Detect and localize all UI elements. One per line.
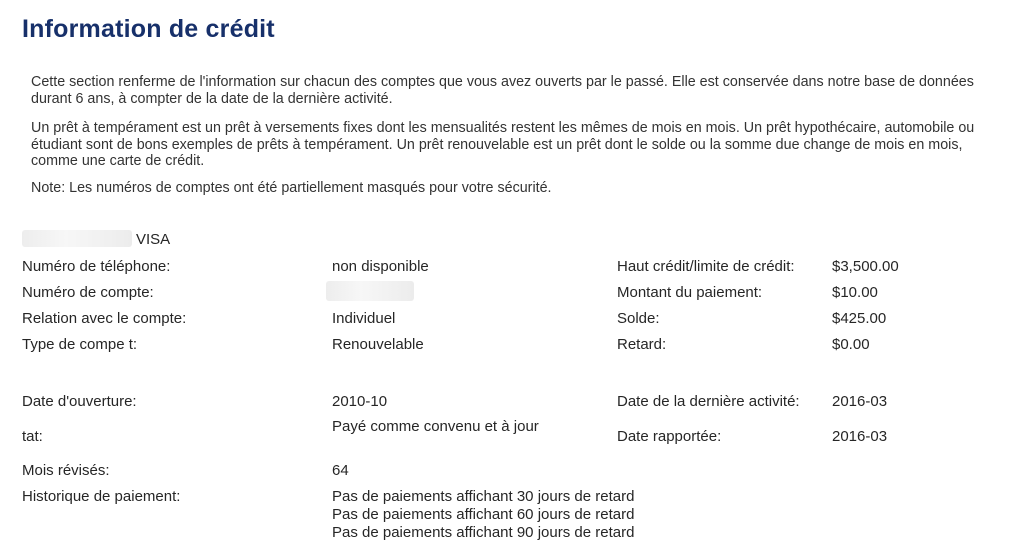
balance-value: $425.00 <box>832 310 887 327</box>
status-label: tat: <box>22 428 43 445</box>
months-reviewed-label: Mois révisés: <box>22 462 110 479</box>
past-due-label: Retard: <box>617 336 667 353</box>
payment-history-list <box>332 488 634 542</box>
reported-date-label: Date rapportée: <box>617 428 722 445</box>
phone-label: Numéro de téléphone: <box>22 258 171 275</box>
past-due-value: $0.00 <box>832 336 870 353</box>
last-activity-label: Date de la dernière activité: <box>617 393 800 410</box>
payment-amount-label: Montant du paiement: <box>617 284 763 301</box>
high-credit-label: Haut crédit/limite de crédit: <box>617 258 795 275</box>
intro-loan-paragraph: Un prêt à tempérament est un prêt à versements fixes dont les mensualités restent les mêmes de mois en mois. Un prêt hypothécaire, automobile ou étudiant sont de bons exemples de prêts à tempérament. Un prêt renouvelable est un prêt dont le solde ou la somme due change de mois en mois, comme une carte de crédit. <box>31 120 975 169</box>
opened-date-value: 2010-10 <box>332 393 388 410</box>
account-type-value: Renouvelable <box>332 336 424 353</box>
page-title: Information de crédit <box>22 15 275 43</box>
last-activity-value: 2016-03 <box>832 393 888 410</box>
payment-history-label: Historique de paiement: <box>22 488 181 505</box>
card-name: VISA <box>136 231 171 248</box>
history-30-days: Pas de paiements affichant 30 jours de retard <box>332 488 635 505</box>
relation-value: Individuel <box>332 310 396 327</box>
intro-paragraph: Cette section renferme de l'information sur chacun des comptes que vous avez ouverts par le passé. Elle est conservée dans notre base de données durant 6 ans, à compter de la date de la dernière activité. <box>31 74 974 107</box>
balance-label: Solde: <box>617 310 660 327</box>
status-value: Payé comme convenu et à jour <box>332 418 539 435</box>
high-credit-value: $3,500.00 <box>832 258 899 275</box>
phone-value: non disponible <box>332 258 429 275</box>
account-type-label: Type de compe t: <box>22 336 138 353</box>
relation-label: Relation avec le compte: <box>22 310 187 327</box>
redacted-creditor-name <box>22 230 132 247</box>
masking-note: Note: Les numéros de comptes ont été partiellement masqués pour votre sécurité. <box>31 180 552 196</box>
payment-amount-value: $10.00 <box>832 284 878 301</box>
months-reviewed-value: 64 <box>332 462 349 479</box>
redacted-account-number <box>326 281 414 301</box>
reported-date-value: 2016-03 <box>832 428 888 445</box>
account-number-label: Numéro de compte: <box>22 284 154 301</box>
opened-date-label: Date d'ouverture: <box>22 393 137 410</box>
history-60-days: Pas de paiements affichant 60 jours de retard <box>332 506 635 523</box>
history-90-days: Pas de paiements affichant 90 jours de retard <box>332 524 635 541</box>
